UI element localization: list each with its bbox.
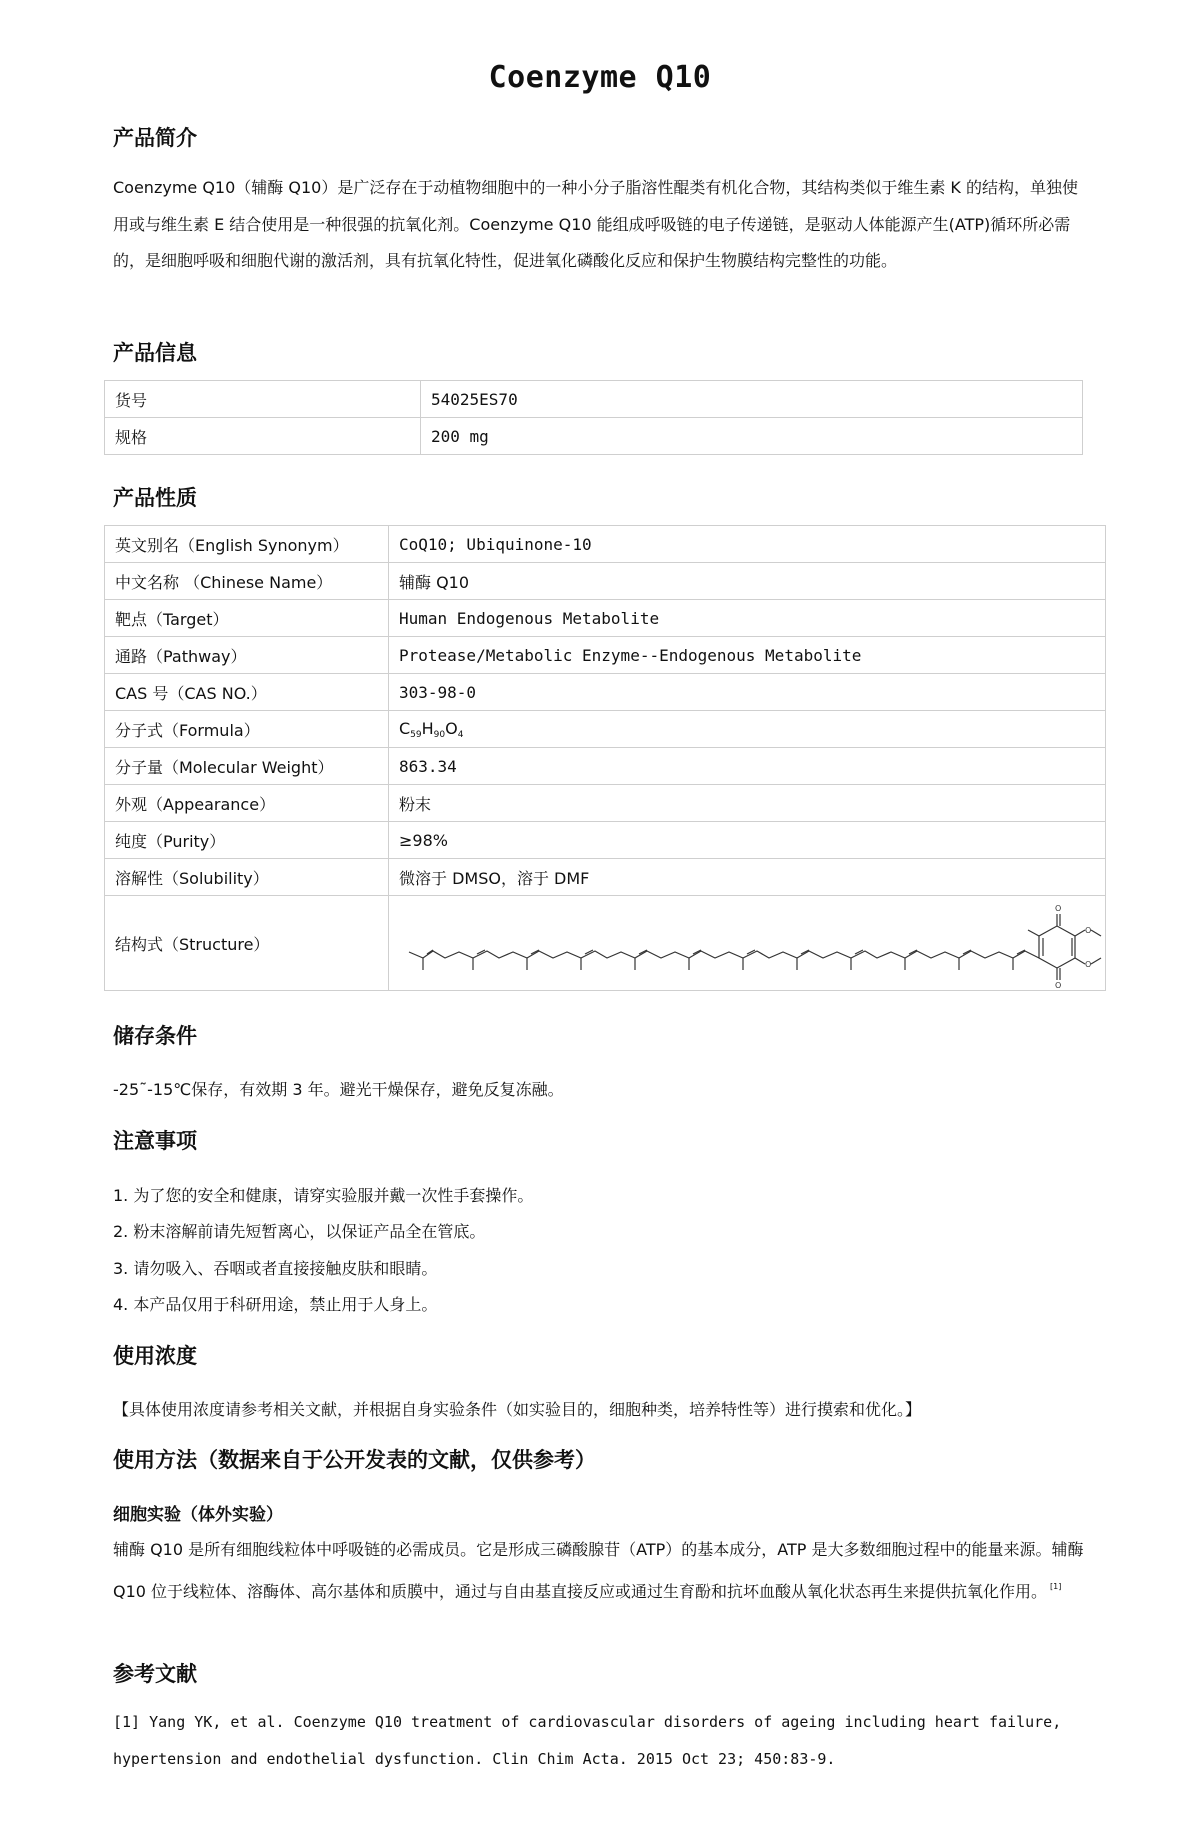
citation-mark: [1] bbox=[1050, 1581, 1062, 1591]
list-item: 2. 粉末溶解前请先短暂离心，以保证产品全在管底。 bbox=[113, 1222, 486, 1241]
table-row bbox=[105, 563, 1106, 600]
notes-heading: 注意事项 bbox=[113, 1129, 197, 1153]
table-row bbox=[105, 381, 1083, 418]
cell-value: 54025ES70 bbox=[421, 381, 1083, 418]
table-row bbox=[105, 637, 1106, 674]
cell-label: 靶点（Target） bbox=[105, 600, 389, 637]
method-heading: 使用方法（数据来自于公开发表的文献，仅供参考） bbox=[113, 1448, 596, 1472]
atom-label-o: O bbox=[1085, 926, 1092, 935]
method-subheading: 细胞实验（体外实验） bbox=[113, 1505, 283, 1525]
atom-label-o: O bbox=[1085, 960, 1092, 969]
table-row bbox=[105, 600, 1106, 637]
product-info-heading: 产品信息 bbox=[113, 341, 197, 365]
cell-label: 通路（Pathway） bbox=[105, 637, 389, 674]
cell-label: 中文名称 （Chinese Name） bbox=[105, 563, 389, 600]
table-row bbox=[105, 418, 1083, 455]
cell-label: 分子式（Formula） bbox=[105, 711, 389, 748]
table-row bbox=[105, 859, 1106, 896]
storage-heading: 储存条件 bbox=[113, 1024, 197, 1048]
structure-cell bbox=[389, 896, 1106, 991]
cell-value: 辅酶 Q10 bbox=[389, 563, 1106, 600]
cell-label: 结构式（Structure） bbox=[105, 896, 389, 991]
table-row bbox=[105, 822, 1106, 859]
list-item: 4. 本产品仅用于科研用途，禁止用于人身上。 bbox=[113, 1295, 438, 1314]
cell-value: 863.34 bbox=[389, 748, 1106, 785]
table-row bbox=[105, 526, 1106, 563]
method-paragraph bbox=[113, 1532, 1093, 1610]
chain-methyls bbox=[423, 958, 1013, 970]
cell-value: 200 mg bbox=[421, 418, 1083, 455]
table-row bbox=[105, 748, 1106, 785]
method-text: 辅酶 Q10 是所有细胞线粒体中呼吸链的必需成员。它是形成三磷酸腺苷（ATP）的基本成分，ATP 是大多数细胞过程中的能量来源。辅酶 Q10 位于线粒体、溶酶体、高尔基体和质膜中，通过与自由基直接反应或通过生育酚和抗坏血酸从氧化状态再生来提供抗氧化作用。 bbox=[113, 1540, 1084, 1601]
properties-heading: 产品性质 bbox=[113, 486, 197, 510]
concentration-heading: 使用浓度 bbox=[113, 1344, 197, 1368]
atom-label-o: O bbox=[1055, 904, 1062, 913]
cell-label: 溶解性（Solubility） bbox=[105, 859, 389, 896]
cell-value: 303-98-0 bbox=[389, 674, 1106, 711]
intro-paragraph: Coenzyme Q10（辅酶 Q10）是广泛存在于动植物细胞中的一种小分子脂溶性醌类有机化合物，其结构类似于维生素 K 的结构，单独使用或与维生素 E 结合使用是一种很强的抗氧化剂。Coenzyme Q10 能组成呼吸链的电子传递链，是驱动人体能源产生(ATP)循环所必需的，是细胞呼吸和细胞代谢的激活剂，具有抗氧化特性，促进氧化磷酸化反应和保护生物膜结构完整性的功能。 bbox=[113, 178, 1078, 270]
storage-text: -25˜-15℃保存，有效期 3 年。避光干燥保存，避免反复冻融。 bbox=[113, 1080, 564, 1099]
list-item: 1. 为了您的安全和健康，请穿实验服并戴一次性手套操作。 bbox=[113, 1186, 534, 1205]
list-item: 3. 请勿吸入、吞咽或者直接接触皮肤和眼睛。 bbox=[113, 1259, 438, 1278]
isoprene-chain bbox=[409, 951, 1039, 958]
atom-label-o: O bbox=[1055, 981, 1062, 990]
table-row bbox=[105, 674, 1106, 711]
intro-heading: 产品简介 bbox=[113, 126, 197, 150]
references-heading: 参考文献 bbox=[113, 1662, 197, 1686]
cell-value: Human Endogenous Metabolite bbox=[389, 600, 1106, 637]
table-row bbox=[105, 896, 1106, 991]
cell-label: 英文别名（English Synonym） bbox=[105, 526, 389, 563]
formula-value: $C_{59}H_{90}O_4$ bbox=[389, 711, 1106, 748]
page-title: Coenzyme Q10 bbox=[488, 60, 712, 95]
reference-entry: [1] Yang YK, et al. Coenzyme Q10 treatment of cardiovascular disorders of ageing including heart failure, hypertension and endothelial dysfunction. Clin Chim Acta. 2015 Oct 23; 450:83-9. bbox=[113, 1713, 1062, 1768]
concentration-text: 【具体使用浓度请参考相关文献，并根据自身实验条件（如实验目的，细胞种类，培养特性等）进行摸索和优化。】 bbox=[113, 1400, 922, 1419]
cell-value: 粉末 bbox=[389, 785, 1106, 822]
table-row bbox=[105, 785, 1106, 822]
cell-label: 货号 bbox=[105, 381, 421, 418]
structure-diagram bbox=[389, 896, 1105, 990]
quinone-ring bbox=[1039, 926, 1075, 968]
cell-value: 微溶于 DMSO，溶于 DMF bbox=[389, 859, 1106, 896]
cell-value: ≥98% bbox=[389, 822, 1106, 859]
table-row bbox=[105, 711, 1106, 748]
cell-label: 纯度（Purity） bbox=[105, 822, 389, 859]
cell-label: CAS 号（CAS NO.） bbox=[105, 674, 389, 711]
cell-value: Protease/Metabolic Enzyme--Endogenous Metabolite bbox=[389, 637, 1106, 674]
product-info-table bbox=[104, 380, 1083, 455]
cell-label: 规格 bbox=[105, 418, 421, 455]
cell-label: 外观（Appearance） bbox=[105, 785, 389, 822]
cell-value: CoQ10; Ubiquinone-10 bbox=[389, 526, 1106, 563]
cell-label: 分子量（Molecular Weight） bbox=[105, 748, 389, 785]
properties-table bbox=[104, 525, 1106, 991]
